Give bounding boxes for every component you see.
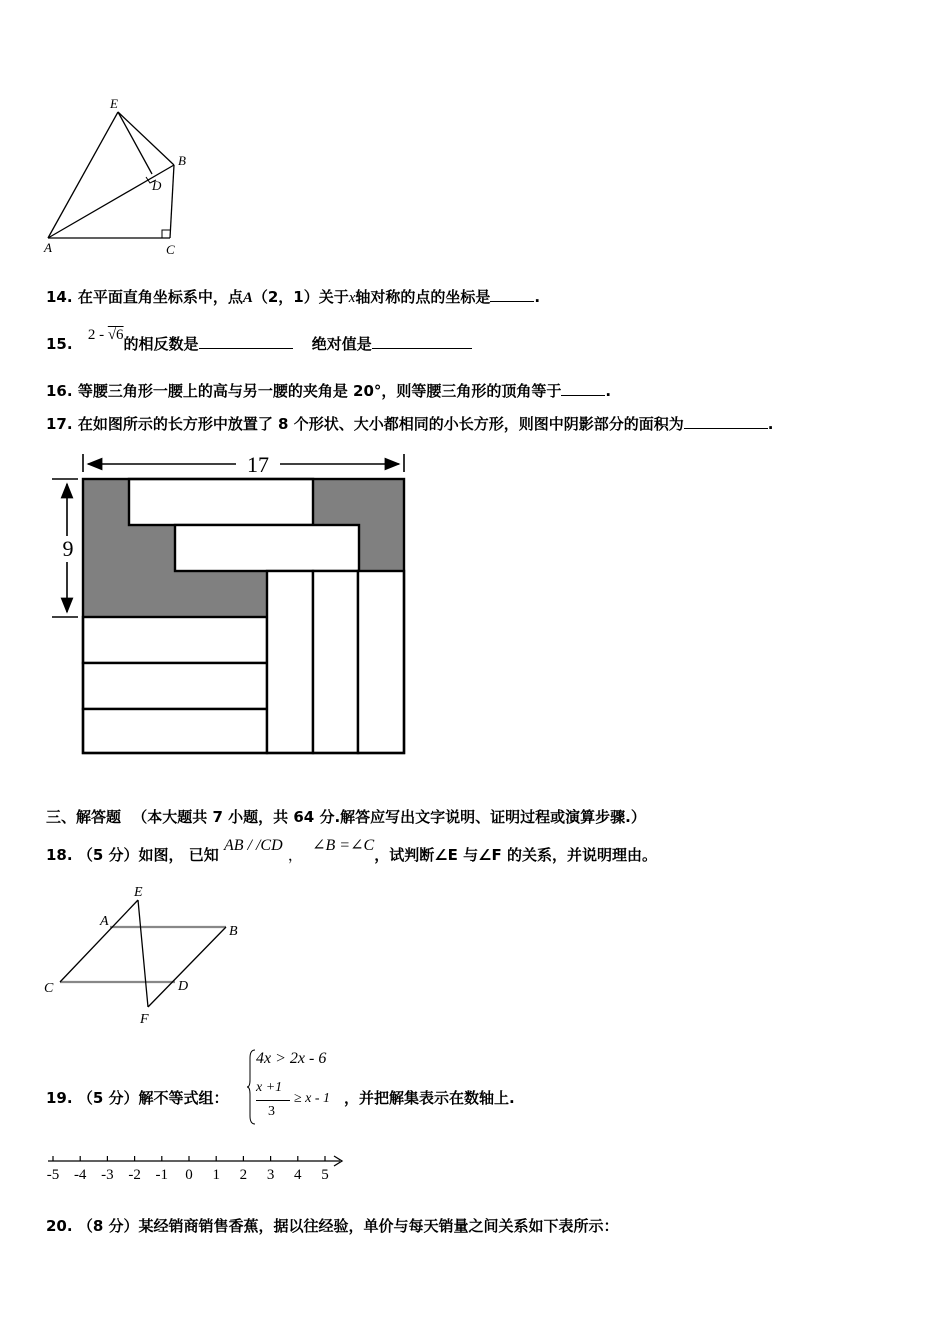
segment-bc	[170, 165, 174, 238]
small-rect-1	[129, 479, 313, 525]
segment-ab	[48, 165, 174, 238]
fraction-denominator: 3	[268, 1104, 275, 1119]
tick-label: 5	[321, 1167, 329, 1183]
fraction-bar	[256, 1100, 290, 1101]
question-number: 17.	[46, 415, 73, 433]
label-f: F	[140, 1012, 149, 1027]
small-rect-3	[83, 617, 267, 663]
answer-blank[interactable]	[561, 380, 605, 396]
tick-label: -1	[155, 1167, 169, 1183]
question-number: 16.	[46, 382, 73, 400]
question-number: 18.	[46, 846, 73, 864]
small-rect-2	[175, 525, 359, 571]
question-17: 17. 在如图所示的长方形中放置了 8 个形状、大小都相同的小长方形，则图中阴影部分的面积为 .	[46, 415, 774, 433]
width-label: 17	[247, 452, 269, 477]
label-e: E	[110, 96, 118, 111]
left-brace	[246, 1048, 256, 1126]
question-number: 19.	[46, 1089, 73, 1107]
question-15: 15. 2 - √6的相反数是 绝对值是	[46, 333, 472, 354]
height-label: 9	[62, 536, 74, 561]
tick-label: -4	[73, 1167, 87, 1183]
question-text: 在平面直角坐标系中，点	[77, 288, 243, 306]
question-18: 18. （5 分）如图， 已知 AB / /CD ， ∠B =∠C，试判断∠E 与∠F 的关系，并说明理由。	[46, 837, 658, 864]
small-rect-5	[83, 709, 267, 753]
tick-label: 0	[185, 1167, 193, 1183]
section-title: 三、解答题	[46, 808, 122, 826]
inequality-1: 4x > 2x - 6	[256, 1050, 327, 1067]
question-19: 19. （5 分）解不等式组：	[46, 1089, 229, 1107]
number-line	[40, 1150, 350, 1186]
label-a: A	[44, 240, 52, 255]
small-rect-6	[267, 571, 313, 753]
label-d: D	[152, 178, 162, 193]
segment-ea	[48, 112, 118, 238]
label-a: A	[100, 914, 109, 929]
inequality-2-rhs: ≥ x - 1	[294, 1091, 331, 1106]
question-20: 20. （8 分）某经销商销售香蕉，据以往经验，单价与每天销量之间关系如下表所示：	[46, 1217, 619, 1235]
small-rect-8	[358, 571, 404, 753]
section-note: （本大题共 7 小题，共 64 分.解答应写出文字说明、证明过程或演算步骤.）	[132, 808, 646, 826]
segment-bf	[148, 927, 226, 1007]
label-c: C	[44, 981, 54, 996]
figure-parallel-lines	[40, 880, 250, 1030]
label-d: D	[178, 979, 189, 994]
small-rect-4	[83, 663, 267, 709]
answer-blank-absolute[interactable]	[372, 333, 472, 349]
tick-label: 3	[266, 1167, 275, 1183]
figure-triangle-abcde	[40, 92, 200, 260]
figure-rectangles	[48, 448, 418, 760]
tick-label: 4	[294, 1167, 302, 1183]
question-16: 16. 等腰三角形一腰上的高与另一腰的夹角是 20°，则等腰三角形的顶角等于 .	[46, 382, 612, 400]
label-b: B	[178, 153, 186, 168]
tick-label: -3	[101, 1167, 114, 1183]
question-number: 14.	[46, 288, 73, 306]
tick-label: -2	[128, 1167, 141, 1183]
small-rect-7	[313, 571, 358, 753]
question-14: 14. 在平面直角坐标系中，点A（2，1）关于x轴对称的点的坐标是 .	[46, 288, 541, 306]
answer-blank[interactable]	[490, 286, 534, 302]
tick-label: -5	[46, 1167, 60, 1183]
inequality-system	[246, 1048, 356, 1126]
right-angle-mark-c	[162, 230, 170, 238]
question-number: 15.	[46, 335, 73, 353]
answer-blank[interactable]	[684, 413, 768, 429]
section-heading	[46, 806, 646, 827]
tick-label: 2	[239, 1167, 248, 1183]
condition-parallel: AB / /CD	[223, 837, 283, 854]
question-number: 20.	[46, 1217, 73, 1235]
segment-ed	[118, 112, 152, 174]
answer-blank-opposite[interactable]	[199, 333, 293, 349]
label-b: B	[229, 924, 238, 939]
tick-label: 1	[212, 1167, 220, 1183]
label-c: C	[166, 242, 175, 257]
segment-ec	[60, 900, 138, 982]
question-19-tail: ，并把解集表示在数轴上.	[344, 1089, 515, 1107]
segment-ef	[138, 900, 148, 1007]
math-expression: 2 - √6	[87, 327, 124, 343]
segment-eb	[118, 112, 174, 165]
label-e: E	[134, 885, 143, 900]
fraction-numerator: x +1	[256, 1080, 283, 1095]
condition-angles: ∠B =∠C	[312, 837, 375, 854]
